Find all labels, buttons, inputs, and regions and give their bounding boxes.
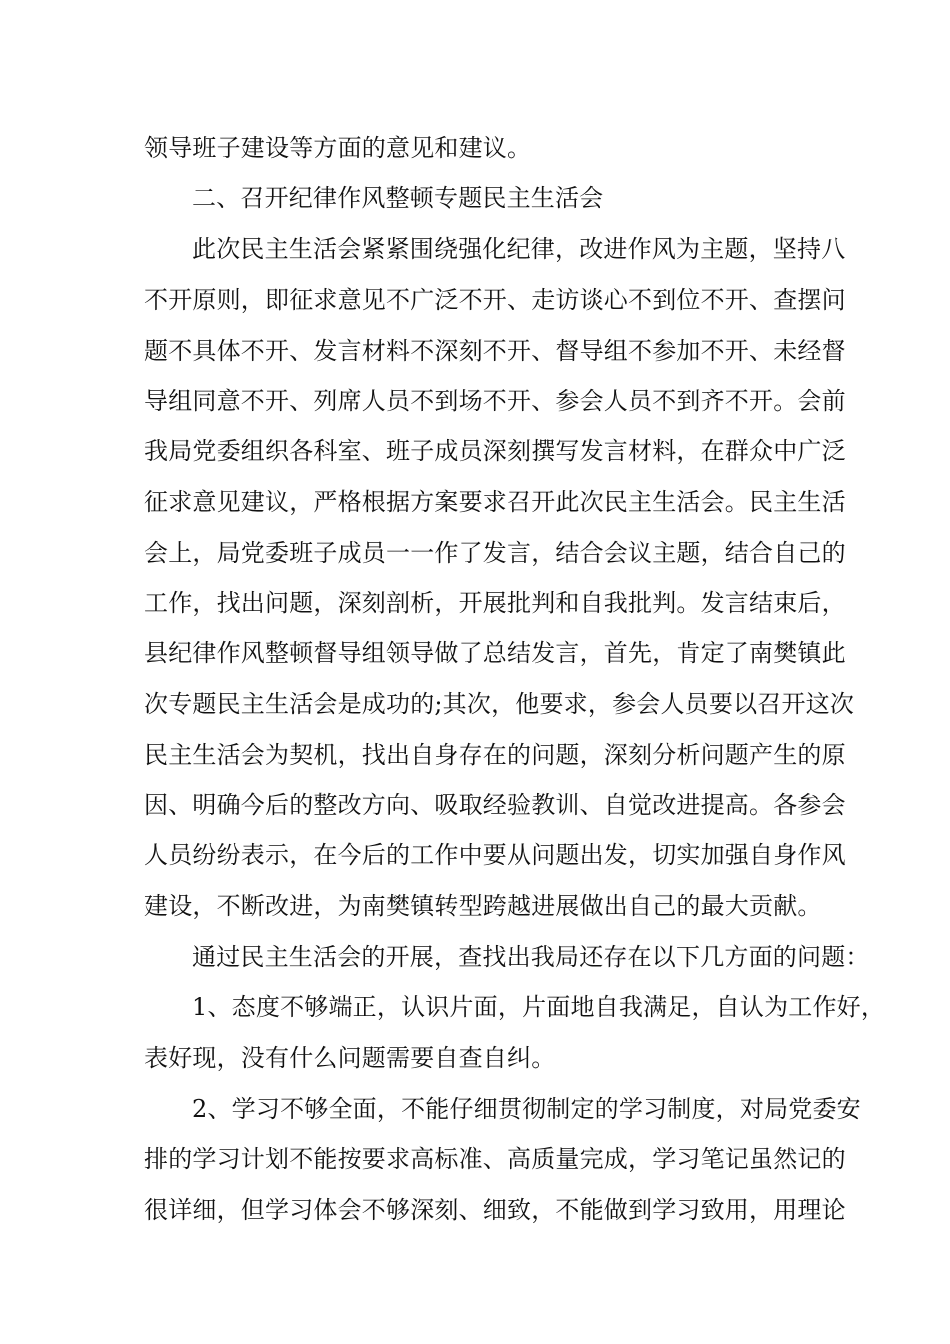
- text-line: 会上，局党委班子成员一一作了发言，结合会议主题，结合自己的: [144, 539, 846, 567]
- text-line: 此次民主生活会紧紧围绕强化纪律，改进作风为主题，坚持八: [192, 235, 846, 263]
- text-line: 我局党委组织各科室、班子成员深刻撰写发言材料，在群众中广泛: [144, 437, 846, 465]
- text-line: 建设，不断改进，为南樊镇转型跨越进展做出自己的最大贡献。: [144, 892, 822, 920]
- text-line: 很详细，但学习体会不够深刻、细致，不能做到学习致用，用理论: [144, 1196, 846, 1224]
- text-line: 通过民主生活会的开展，查找出我局还存在以下几方面的问题：: [192, 943, 870, 971]
- list-item: 1、态度不够端正，认识片面，片面地自我满足，自认为工作好，: [192, 993, 886, 1021]
- text-line: 民主生活会为契机，找出自身存在的问题，深刻分析问题产生的原: [144, 741, 846, 769]
- text-line: 征求意见建议，严格根据方案要求召开此次民主生活会。民主生活: [144, 488, 846, 516]
- text-line: 排的学习计划不能按要求高标准、高质量完成，学习笔记虽然记的: [144, 1145, 846, 1173]
- section-heading: 二、召开纪律作风整顿专题民主生活会: [192, 184, 604, 212]
- text-line: 导组同意不开、列席人员不到场不开、参会人员不到齐不开。会前: [144, 387, 846, 415]
- text-line: 人员纷纷表示，在今后的工作中要从问题出发，切实加强自身作风: [144, 841, 846, 869]
- text-line: 题不具体不开、发言材料不深刻不开、督导组不参加不开、未经督: [144, 337, 846, 365]
- text-line: 不开原则，即征求意见不广泛不开、走访谈心不到位不开、查摆问: [144, 286, 846, 314]
- list-item: 2、学习不够全面，不能仔细贯彻制定的学习制度，对局党委安: [192, 1095, 861, 1123]
- text-line: 领导班子建设等方面的意见和建议。: [144, 134, 532, 162]
- text-line: 表好现，没有什么问题需要自查自纠。: [144, 1044, 556, 1072]
- text-line: 次专题民主生活会是成功的;其次，他要求，参会人员要以召开这次: [144, 690, 855, 718]
- text-line: 工作，找出问题，深刻剖析，开展批判和自我批判。发言结束后，: [144, 589, 846, 617]
- text-line: 县纪律作风整顿督导组领导做了总结发言，首先，肯定了南樊镇此: [144, 639, 846, 667]
- text-line: 因、明确今后的整改方向、吸取经验教训、自觉改进提高。各参会: [144, 791, 846, 819]
